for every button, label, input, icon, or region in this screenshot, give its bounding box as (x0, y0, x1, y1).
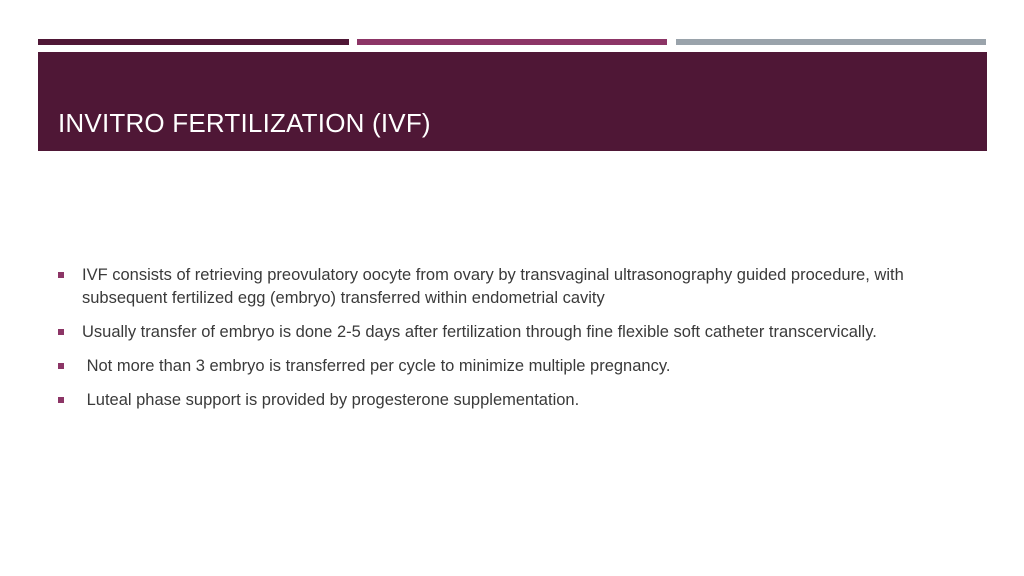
square-bullet-icon (58, 363, 64, 369)
slide-title: INVITRO FERTILIZATION (IVF) (58, 108, 431, 138)
accent-bar-mid (357, 39, 667, 45)
bullet-text: Not more than 3 embryo is transferred per cycle to minimize multiple pregnancy. (82, 357, 671, 375)
bullet-item (58, 355, 978, 378)
bullet-list (58, 264, 978, 423)
square-bullet-icon (58, 329, 64, 335)
accent-bar-dark (38, 39, 349, 45)
title-band (38, 52, 987, 151)
bullet-item (58, 264, 978, 310)
bullet-item (58, 321, 978, 344)
accent-bar-light (676, 39, 986, 45)
bullet-text: Usually transfer of embryo is done 2-5 days after fertilization through fine flexible soft catheter transcervically. (82, 323, 877, 341)
square-bullet-icon (58, 397, 64, 403)
bullet-text: Luteal phase support is provided by progesterone supplementation. (82, 391, 580, 409)
bullet-text: IVF consists of retrieving preovulatory oocyte from ovary by transvaginal ultrasonography guided procedure, with subsequent fertilized egg (embryo) transferred within endometrial cavity (82, 266, 909, 307)
bullet-item (58, 389, 978, 412)
square-bullet-icon (58, 272, 64, 278)
